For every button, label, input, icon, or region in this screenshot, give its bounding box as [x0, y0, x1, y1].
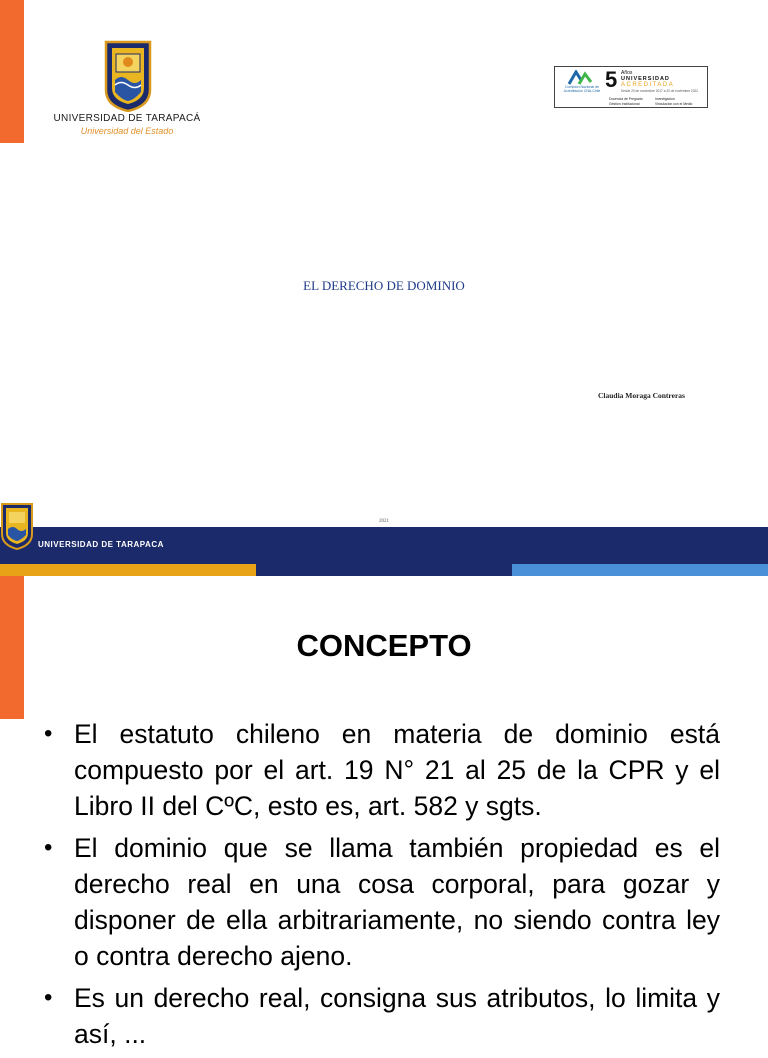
footer-stripe-gold — [0, 564, 256, 576]
slide-title: EL DERECHO DE DOMINIO — [303, 278, 465, 293]
accreditation-years-label: Años — [621, 70, 633, 76]
slide-heading: CONCEPTO — [296, 628, 472, 663]
accreditation-status: ACREDITADA — [621, 82, 675, 88]
university-logo — [52, 40, 202, 140]
university-subtitle: Universidad del Estado — [80, 126, 174, 136]
accreditation-period: Desde 20 de noviembre 2017 a 20 de noviembre 2022 — [621, 89, 699, 93]
footer-shield-icon — [0, 502, 34, 550]
bullet-marker: • — [44, 834, 53, 861]
accreditation-area: Vinculación con el Medio — [655, 102, 693, 106]
accreditation-years: 5 — [605, 67, 618, 92]
footer-stripe-blue — [512, 564, 768, 576]
accreditation-area: Investigación — [655, 97, 675, 101]
bullet-text: Es un derecho real, consigna sus atributos, lo limita y así, ... — [74, 983, 720, 1049]
bullet-list — [44, 716, 720, 1058]
concept-slide — [0, 576, 768, 1049]
accreditation-agency: Comisión Nacional de Acreditación CNA-Chile — [563, 85, 601, 93]
accreditation-area: Gestión Institucional — [609, 102, 640, 106]
slide-year: 2021 — [379, 519, 389, 524]
accreditation-university-label: UNIVERSIDAD — [621, 76, 670, 82]
bullet-marker: • — [44, 984, 53, 1011]
footer-stripe-navy — [256, 564, 512, 576]
bullet-text: El dominio que se llama también propiedad es el derecho real en una cosa corporal, para gozar y disponer de ella arbitrariamente, no siendo contra ley o contra derecho ajeno. — [74, 833, 720, 971]
university-shield-icon — [104, 40, 152, 112]
footer-university-name: UNIVERSIDAD DE TARAPACA — [38, 540, 164, 549]
accreditation-area: Docencia de Pregrado — [609, 97, 643, 101]
list-item — [44, 980, 720, 1052]
orange-accent-bar — [0, 0, 24, 143]
author-name: Claudia Moraga Contreras — [598, 391, 685, 400]
list-item — [44, 716, 720, 824]
university-name: UNIVERSIDAD DE TARAPACÁ — [53, 113, 201, 124]
bullet-marker: • — [44, 720, 53, 747]
list-item — [44, 830, 720, 974]
accreditation-badge — [554, 66, 708, 108]
bullet-text: El estatuto chileno en materia de dominio está compuesto por el art. 19 N° 21 al 25 de la CPR y el Libro II del CºC, esto es, art. 582 y sgts. — [74, 719, 720, 821]
